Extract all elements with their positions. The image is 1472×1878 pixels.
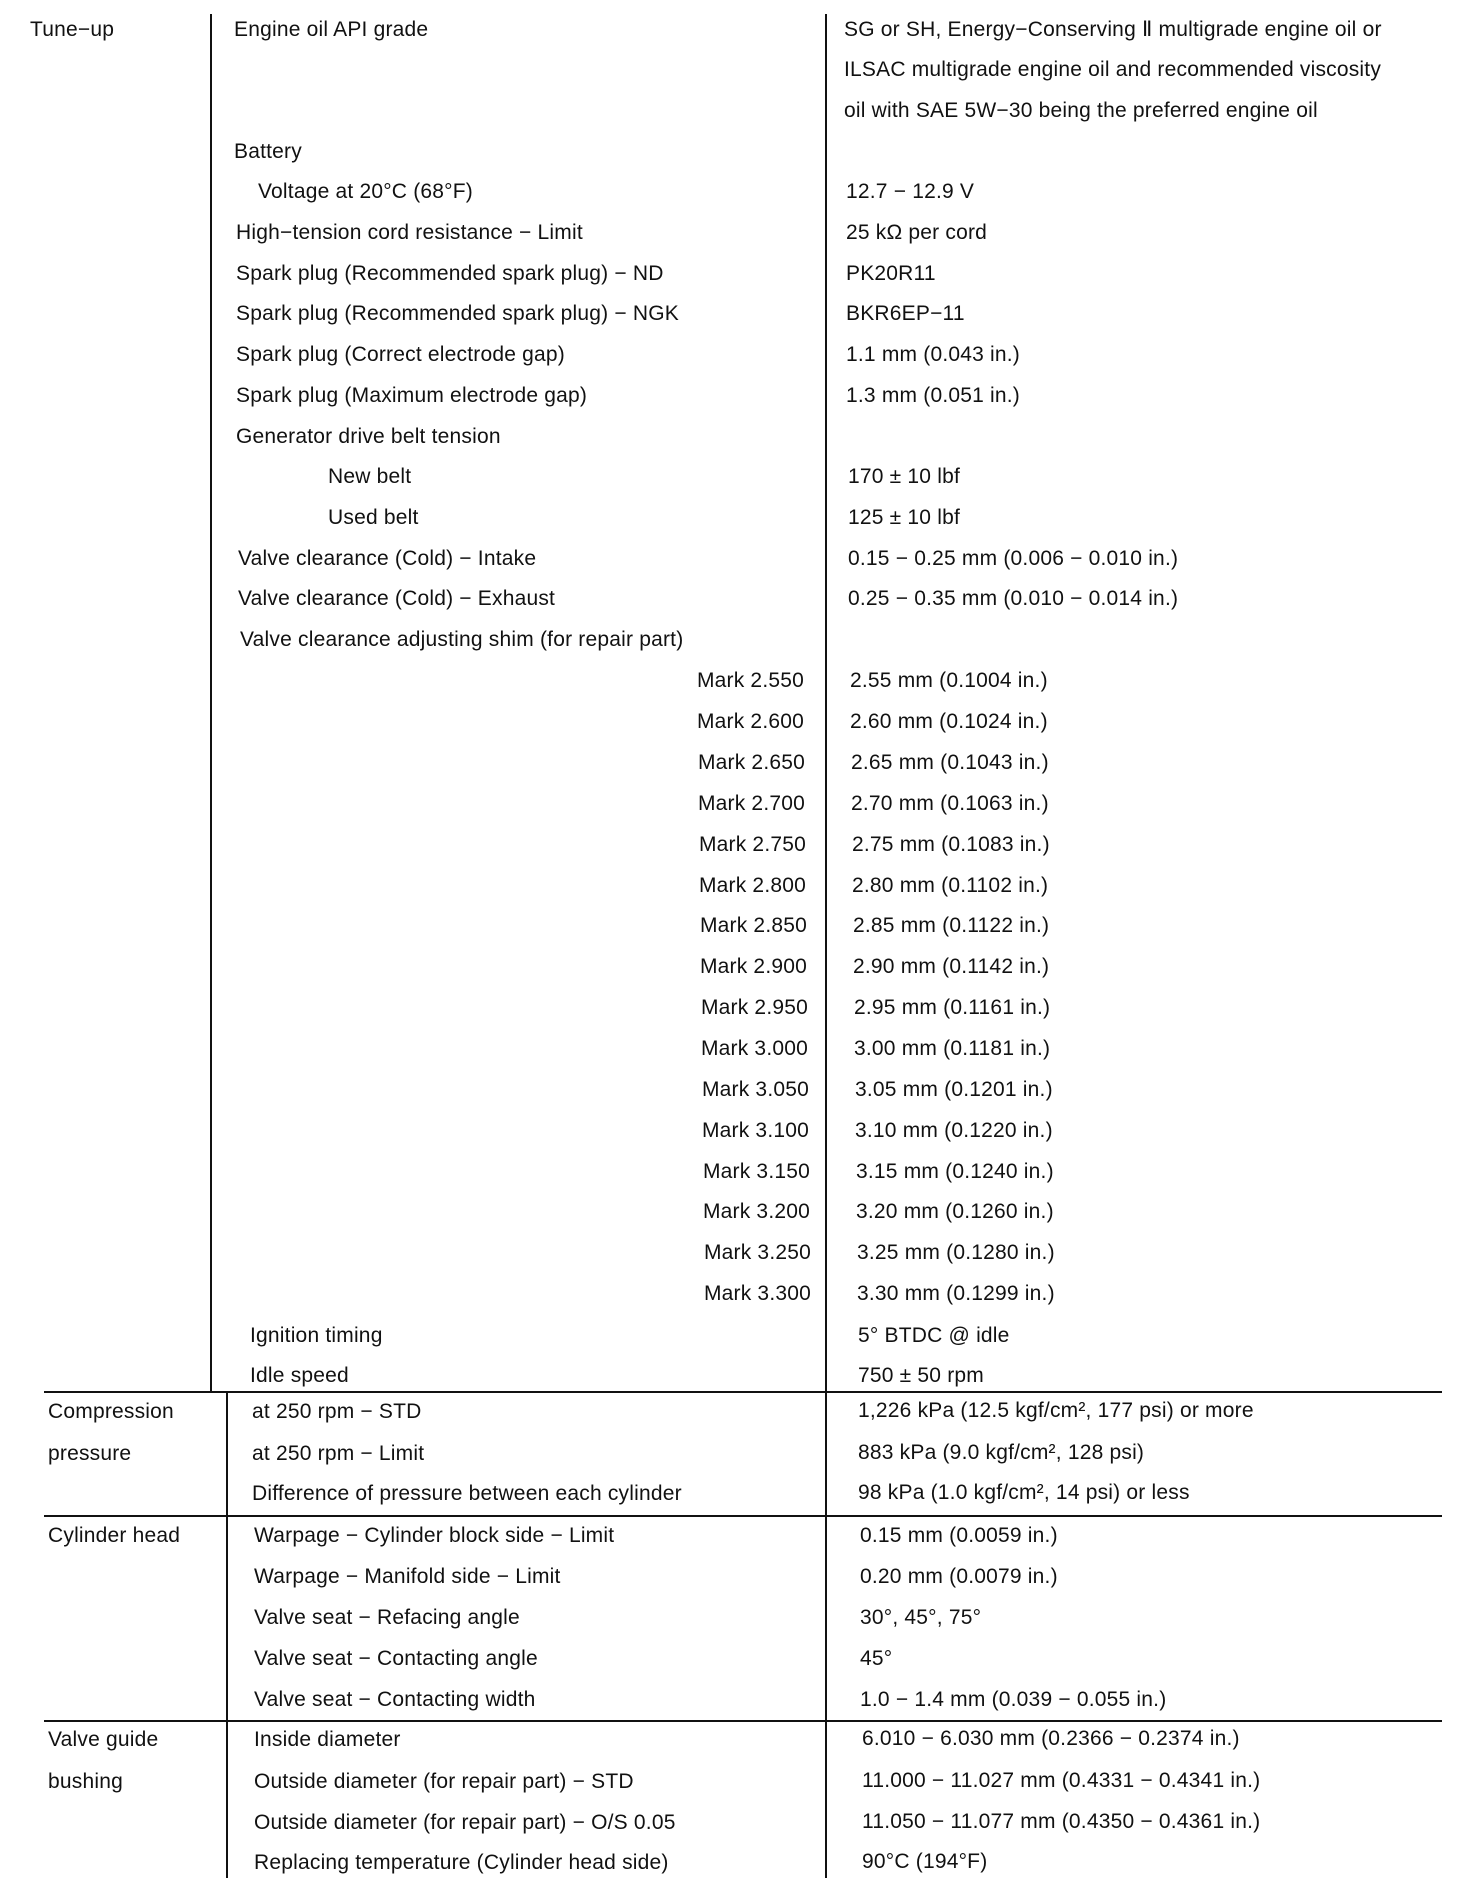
spec-value: 0.15 − 0.25 mm (0.006 − 0.010 in.) bbox=[848, 547, 1179, 570]
spec-item: Valve seat − Contacting angle bbox=[254, 1647, 538, 1670]
spec-value: 1.1 mm (0.043 in.) bbox=[846, 343, 1020, 366]
section-divider bbox=[44, 1515, 1442, 1517]
spec-value: 1.3 mm (0.051 in.) bbox=[846, 384, 1020, 407]
column-divider-left-lower bbox=[226, 1392, 228, 1878]
spec-value: 45° bbox=[860, 1647, 893, 1670]
spec-value: 125 ± 10 lbf bbox=[848, 506, 961, 529]
shim-mark: Mark 2.850 bbox=[699, 914, 807, 937]
spec-value: 0.20 mm (0.0079 in.) bbox=[860, 1565, 1058, 1588]
spec-value: 2.65 mm (0.1043 in.) bbox=[851, 751, 1049, 774]
shim-mark: Mark 2.550 bbox=[696, 669, 804, 692]
spec-value: 750 ± 50 rpm bbox=[858, 1364, 984, 1387]
spec-value: 1.0 − 1.4 mm (0.039 − 0.055 in.) bbox=[860, 1688, 1167, 1711]
shim-mark: Mark 2.700 bbox=[697, 792, 805, 815]
spec-value: 2.85 mm (0.1122 in.) bbox=[853, 914, 1050, 937]
spec-value: 2.80 mm (0.1102 in.) bbox=[852, 874, 1049, 897]
spec-item: Valve clearance (Cold) − Exhaust bbox=[238, 587, 556, 610]
shim-mark: Mark 3.000 bbox=[700, 1037, 808, 1060]
section-divider bbox=[44, 1391, 1442, 1393]
shim-mark: Mark 3.300 bbox=[703, 1282, 811, 1305]
shim-mark: Mark 2.600 bbox=[696, 710, 804, 733]
spec-value: 3.15 mm (0.1240 in.) bbox=[856, 1160, 1054, 1183]
shim-mark: Mark 2.900 bbox=[699, 955, 807, 978]
shim-mark: Mark 2.800 bbox=[698, 874, 806, 897]
spec-item: Used belt bbox=[328, 506, 419, 529]
spec-value: 3.00 mm (0.1181 in.) bbox=[854, 1037, 1051, 1060]
spec-value: oil with SAE 5W−30 being the preferred engine oil bbox=[844, 99, 1318, 122]
spec-value: SG or SH, Energy−Conserving Ⅱ multigrade engine oil or bbox=[844, 18, 1382, 41]
spec-value: 2.60 mm (0.1024 in.) bbox=[850, 710, 1048, 733]
spec-value: 3.25 mm (0.1280 in.) bbox=[857, 1241, 1055, 1264]
spec-value: 3.20 mm (0.1260 in.) bbox=[856, 1200, 1054, 1223]
spec-value: 25 kΩ per cord bbox=[846, 221, 988, 244]
spec-item: Ignition timing bbox=[250, 1324, 383, 1347]
spec-value: 2.75 mm (0.1083 in.) bbox=[852, 833, 1050, 856]
spec-item: Outside diameter (for repair part) − O/S 0.05 bbox=[254, 1811, 676, 1834]
spec-item: Engine oil API grade bbox=[234, 18, 429, 41]
section-label-tune-up: Tune−up bbox=[30, 18, 115, 41]
spec-item: at 250 rpm − STD bbox=[252, 1400, 422, 1423]
spec-item: Outside diameter (for repair part) − STD bbox=[254, 1770, 634, 1793]
shim-mark: Mark 2.650 bbox=[697, 751, 805, 774]
spec-item: Replacing temperature (Cylinder head side) bbox=[254, 1851, 669, 1874]
spec-value: 90°C (194°F) bbox=[862, 1850, 988, 1873]
spec-item: Valve clearance adjusting shim (for repair part) bbox=[240, 628, 684, 651]
spec-value: 98 kPa (1.0 kgf/cm², 14 psi) or less bbox=[858, 1481, 1190, 1504]
column-divider-left bbox=[210, 14, 212, 1392]
section-label-compression: Compression bbox=[48, 1400, 174, 1423]
spec-value: 883 kPa (9.0 kgf/cm², 128 psi) bbox=[858, 1441, 1145, 1464]
spec-item: Valve seat − Contacting width bbox=[254, 1688, 536, 1711]
shim-mark: Mark 3.100 bbox=[701, 1119, 809, 1142]
spec-item: Spark plug (Recommended spark plug) − ND bbox=[236, 262, 664, 285]
spec-value: 3.05 mm (0.1201 in.) bbox=[855, 1078, 1053, 1101]
spec-item: Spark plug (Recommended spark plug) − NGK bbox=[236, 302, 679, 325]
spec-value: 3.10 mm (0.1220 in.) bbox=[855, 1119, 1053, 1142]
column-divider-right bbox=[825, 14, 827, 1878]
spec-value: 0.15 mm (0.0059 in.) bbox=[860, 1524, 1058, 1547]
section-label-compression-line2: pressure bbox=[48, 1442, 132, 1465]
spec-value: 170 ± 10 lbf bbox=[848, 465, 961, 488]
spec-item: Generator drive belt tension bbox=[236, 425, 501, 448]
spec-item: Spark plug (Maximum electrode gap) bbox=[236, 384, 588, 407]
spec-item: Inside diameter bbox=[254, 1728, 401, 1751]
shim-mark: Mark 3.150 bbox=[702, 1160, 810, 1183]
section-label-valve-guide-line2: bushing bbox=[48, 1770, 123, 1793]
spec-value: BKR6EP−11 bbox=[846, 302, 965, 325]
section-divider bbox=[44, 1720, 1442, 1722]
spec-value: 1,226 kPa (12.5 kgf/cm², 177 psi) or more bbox=[858, 1399, 1254, 1422]
shim-mark: Mark 3.250 bbox=[703, 1241, 811, 1264]
section-label-valve-guide: Valve guide bbox=[48, 1728, 159, 1751]
spec-value: 3.30 mm (0.1299 in.) bbox=[857, 1282, 1055, 1305]
spec-value: 12.7 − 12.9 V bbox=[846, 180, 975, 203]
spec-item: Spark plug (Correct electrode gap) bbox=[236, 343, 565, 366]
section-label-cylinder-head: Cylinder head bbox=[48, 1524, 181, 1547]
spec-value: 2.95 mm (0.1161 in.) bbox=[854, 996, 1051, 1019]
spec-item: Valve clearance (Cold) − Intake bbox=[238, 547, 537, 570]
spec-item: Warpage − Manifold side − Limit bbox=[254, 1565, 561, 1588]
spec-value: 2.90 mm (0.1142 in.) bbox=[853, 955, 1050, 978]
spec-item: Voltage at 20°C (68°F) bbox=[258, 180, 473, 203]
spec-item: Battery bbox=[234, 140, 302, 163]
spec-value: 11.050 − 11.077 mm (0.4350 − 0.4361 in.) bbox=[862, 1810, 1261, 1833]
shim-mark: Mark 2.750 bbox=[698, 833, 806, 856]
spec-item: Difference of pressure between each cylinder bbox=[252, 1482, 682, 1505]
spec-value: 30°, 45°, 75° bbox=[860, 1606, 982, 1629]
spec-item: New belt bbox=[328, 465, 412, 488]
spec-value: 5° BTDC @ idle bbox=[858, 1324, 1010, 1347]
spec-item: Idle speed bbox=[250, 1364, 349, 1387]
spec-value: 11.000 − 11.027 mm (0.4331 − 0.4341 in.) bbox=[862, 1769, 1261, 1792]
spec-value: 6.010 − 6.030 mm (0.2366 − 0.2374 in.) bbox=[862, 1727, 1240, 1750]
spec-item: High−tension cord resistance − Limit bbox=[236, 221, 583, 244]
spec-value: 2.70 mm (0.1063 in.) bbox=[851, 792, 1049, 815]
spec-value: 0.25 − 0.35 mm (0.010 − 0.014 in.) bbox=[848, 587, 1179, 610]
shim-mark: Mark 3.200 bbox=[702, 1200, 810, 1223]
shim-mark: Mark 3.050 bbox=[701, 1078, 809, 1101]
spec-item: Warpage − Cylinder block side − Limit bbox=[254, 1524, 615, 1547]
spec-value: PK20R11 bbox=[846, 262, 936, 285]
shim-mark: Mark 2.950 bbox=[700, 996, 808, 1019]
spec-value: 2.55 mm (0.1004 in.) bbox=[850, 669, 1048, 692]
spec-value: ILSAC multigrade engine oil and recommended viscosity bbox=[844, 58, 1382, 81]
spec-item: Valve seat − Refacing angle bbox=[254, 1606, 520, 1629]
spec-item: at 250 rpm − Limit bbox=[252, 1442, 425, 1465]
